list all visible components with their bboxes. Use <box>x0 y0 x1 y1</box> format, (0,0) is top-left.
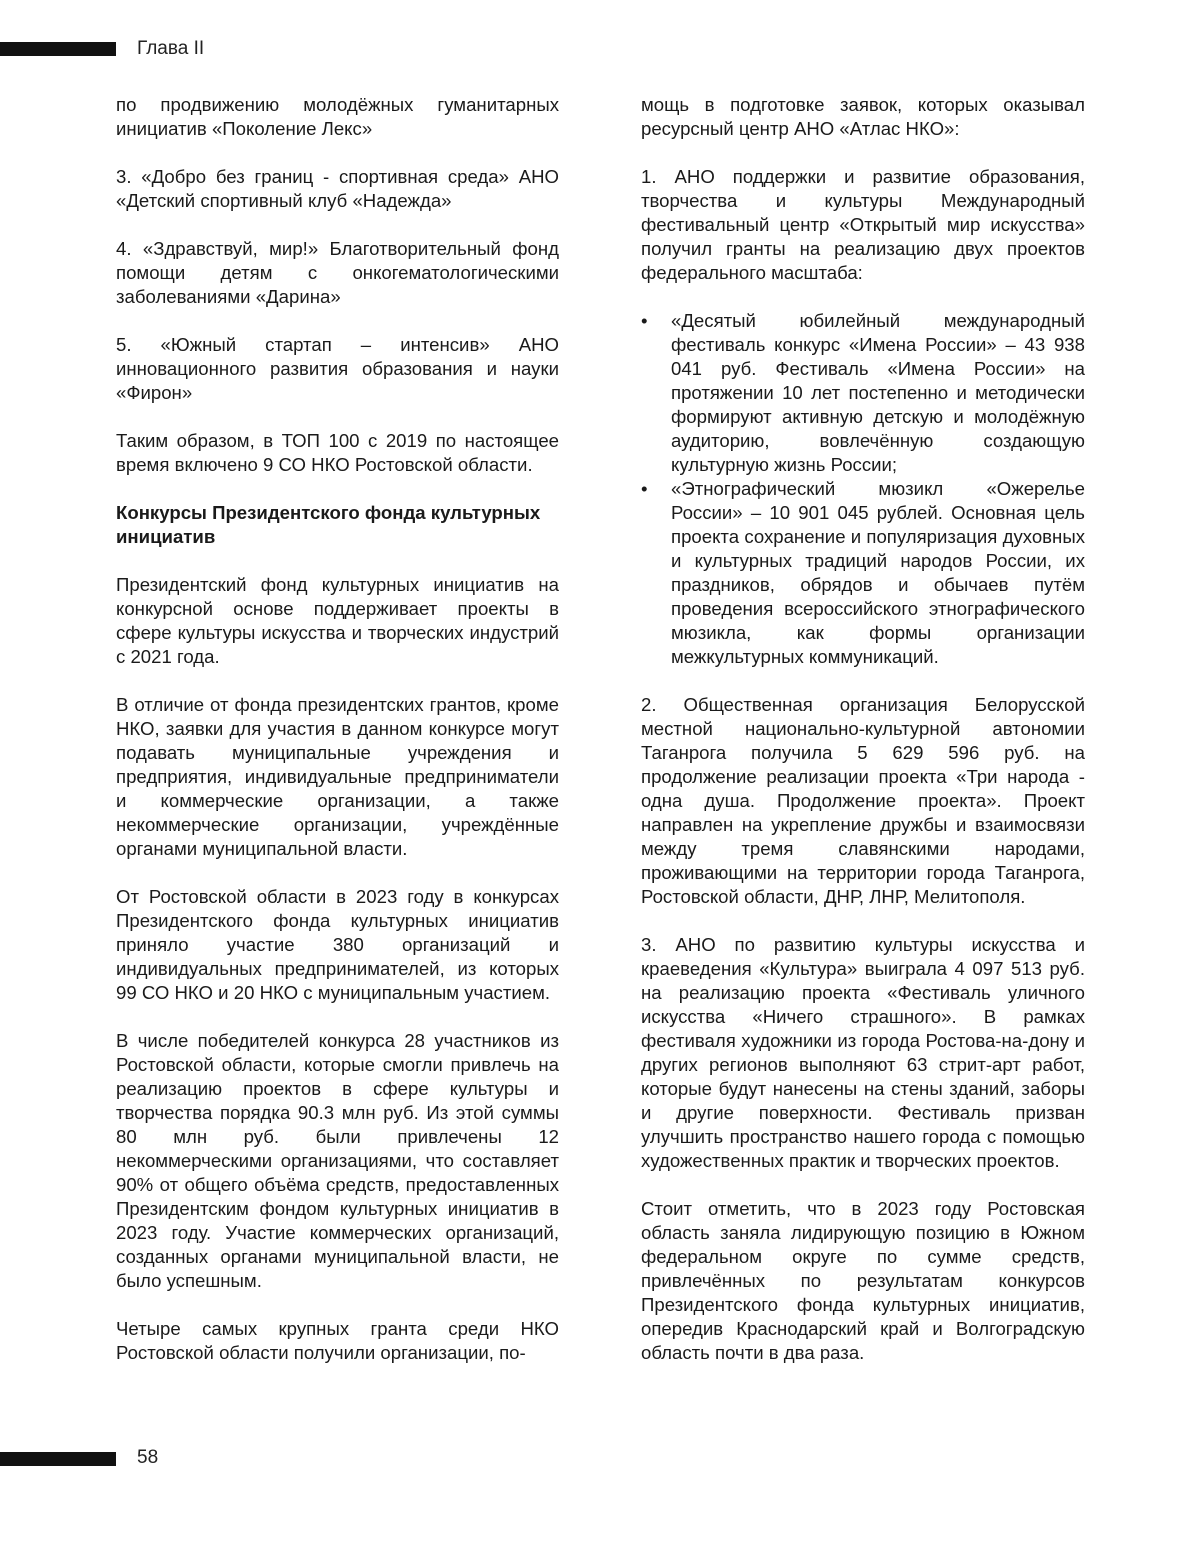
page-number: 58 <box>137 1447 159 1468</box>
paragraph: 4. «Здравствуй, мир!» Благотворительный фонд помощи детям с онкогематологическими заболеваниями «Дарина» <box>116 238 559 307</box>
chapter-title: Глава II <box>137 38 205 59</box>
paragraph: От Ростовской области в 2023 году в конкурсах Президентского фонда культурных инициатив приняло участие 380 организаций и индивидуальных предпринимателей, из которых 99 СО НКО и 20 НКО с муниципальным участием. <box>116 886 559 1003</box>
left-column <box>116 93 559 1389</box>
paragraph: по продвижению молодёжных гуманитарных инициатив «Поколение Лекс» <box>116 94 559 139</box>
footer-bar <box>0 1452 116 1466</box>
paragraph: Таким образом, в ТОП 100 с 2019 по настоящее время включено 9 СО НКО Ростовской области. <box>116 430 559 475</box>
list-item-text: «Этнографический мюзикл «Ожерелье России» – 10 901 045 рублей. Основная цель проекта сохранение и популяризация духовных и культурных традиций народов России, их праздников, обрядов и обычаев путём проведения всероссийского этнографического мюзикла, как формы организации межкультурных коммуникаций. <box>671 478 1085 667</box>
paragraph: 5. «Южный стартап – интенсив» АНО инновационного развития образования и науки «Фирон» <box>116 334 559 403</box>
paragraph: мощь в подготовке заявок, которых оказывал ресурсный центр АНО «Атлас НКО»: <box>641 94 1085 139</box>
paragraph: 1. АНО поддержки и развитие образования, творчества и культуры Международный фестивальный центр «Открытый мир искусства» получил гранты на реализацию двух проектов федерального масштаба: <box>641 166 1085 283</box>
bullet-icon: • <box>641 310 648 331</box>
paragraph: 3. «Добро без границ - спортивная среда» АНО «Детский спортивный клуб «Надежда» <box>116 166 559 211</box>
paragraph: Четыре самых крупных гранта среди НКО Ростовской области получили организации, по- <box>116 1318 559 1363</box>
paragraph: Президентский фонд культурных инициатив на конкурсной основе поддерживает проекты в сфере культуры искусства и творческих индустрий с 2021 года. <box>116 574 559 667</box>
list-item <box>641 309 1085 477</box>
right-column <box>641 93 1085 1389</box>
paragraph: В отличие от фонда президентских грантов, кроме НКО, заявки для участия в данном конкурсе могут подавать муниципальные учреждения и предприятия, индивидуальные предприниматели и коммерческие организации, а также некоммерческие организации, учреждённые органами муниципальной власти. <box>116 694 559 859</box>
bullet-list <box>641 309 1085 669</box>
section-heading: Конкурсы Президентского фонда культурных инициатив <box>116 502 541 547</box>
bullet-icon: • <box>641 478 648 499</box>
list-item <box>641 477 1085 669</box>
paragraph: Стоит отметить, что в 2023 году Ростовская область заняла лидирующую позицию в Южном федеральном округе по сумме средств, привлечённых по результатам конкурсов Президентского фонда культурных инициатив, опередив Краснодарский край и Волгоградскую область почти в два раза. <box>641 1198 1085 1363</box>
paragraph: 2. Общественная организация Белорусской местной национально-культурной автономии Таганрога получила 5 629 596 руб. на продолжение реализации проекта «Три народа - одна душа. Продолжение проекта». Проект направлен на укрепление дружбы и взаимосвязи между тремя славянскими народами, проживающими на территории города Таганрога, Ростовской области, ДНР, ЛНР, Мелитополя. <box>641 694 1085 907</box>
header-bar <box>0 42 116 56</box>
list-item-text: «Десятый юбилейный международный фестиваль конкурс «Имена России» – 43 938 041 руб. Фестиваль «Имена России» на протяжении 10 лет постепенно и методически формируют активную детскую и молодёжную аудиторию, вовлечённую создающую культурную жизнь России; <box>671 310 1085 475</box>
paragraph: 3. АНО по развитию культуры искусства и краеведения «Культура» выиграла 4 097 513 руб. на реализацию проекта «Фестиваль уличного искусства «Ничего страшного». В рамках фестиваля художники из города Ростова-на-дону и других регионов выполняют 63 стрит-арт работ, которые будут нанесены на стены зданий, заборы и другие поверхности. Фестиваль призван улучшить пространство нашего города с помощью художественных практик и творческих проектов. <box>641 934 1085 1171</box>
paragraph: В числе победителей конкурса 28 участников из Ростовской области, которые смогли привлечь на реализацию проектов в сфере культуры и творчества порядка 90.3 млн руб. Из этой суммы 80 млн руб. были привлечены 12 некоммерческими организациями, что составляет 90% от общего объёма средств, предоставленных Президентским фондом культурных инициатив в 2023 году. Участие коммерческих организаций, созданных органами муниципальной власти, не было успешным. <box>116 1030 559 1291</box>
